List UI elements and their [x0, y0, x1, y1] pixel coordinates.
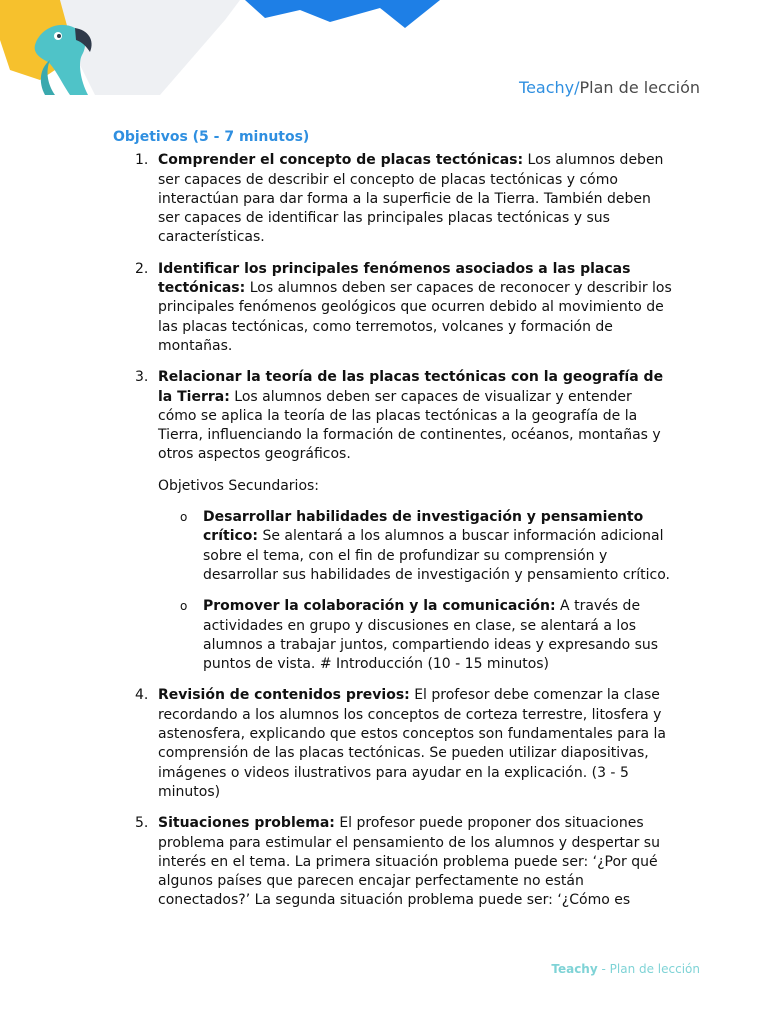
item-number: 2.	[135, 260, 149, 277]
sub-item-title: Desarrollar habilidades de investigación y pensamiento crítico:	[203, 509, 644, 545]
item-number: 3.	[135, 369, 149, 386]
footer-doc: Plan de lección	[609, 962, 700, 976]
objectives-list	[113, 151, 673, 910]
item-text: Los alumnos deben ser capaces de describir el concepto de placas tectónicas y cómo interactúan para dar forma a la superficie de la Tierra. También deben ser capaces de identificar las principales placas tectónicas y sus características.	[158, 152, 664, 246]
item-title: Situaciones problema:	[158, 815, 335, 832]
bullet-icon: o	[180, 599, 188, 614]
document-body	[113, 128, 673, 923]
header-decoration	[0, 0, 460, 100]
sub-list-item	[158, 597, 673, 674]
list-item	[113, 814, 673, 910]
sub-item-title: Promover la colaboración y la comunicación:	[203, 598, 556, 615]
item-text: Los alumnos deben ser capaces de visualizar y entender cómo se aplica la teoría de las placas tectónicas a la geografía de la Tierra, influenciando la formación de continentes, océanos, montañas y otros aspectos geográficos.	[158, 388, 661, 463]
bullet-icon: o	[180, 510, 188, 525]
doc-type: Plan de lección	[579, 78, 700, 97]
list-item	[113, 151, 673, 247]
footer-separator: -	[597, 962, 610, 976]
item-title: Comprender el concepto de placas tectónicas:	[158, 152, 524, 169]
sub-item-text: Se alentará a los alumnos a buscar información adicional sobre el tema, con el fin de profundizar su comprensión y desarrollar sus habilidades de investigación y pensamiento crítico.	[203, 528, 671, 583]
list-item	[113, 368, 673, 674]
list-item	[113, 686, 673, 802]
secondary-title: Objetivos Secundarios:	[158, 477, 320, 494]
item-text: El profesor puede proponer dos situaciones problema para estimular el pensamiento de los alumnos y despertar su interés en el tema. La primera situación problema puede ser: ‘¿Por qué algunos países que parecen encajar perfectamente no están conectados?’ La segunda situación problema puede ser: ‘¿Cómo es	[158, 815, 660, 909]
item-number: 1.	[135, 152, 149, 169]
item-number: 4.	[135, 687, 149, 704]
sub-item-text: A través de actividades en grupo y discusiones en clase, se alentará a los alumnos a trabajar juntos, compartiendo ideas y expresando sus puntos de vista. # Introducción (10 - 15 minutos)	[203, 598, 659, 673]
item-text: Los alumnos deben ser capaces de reconocer y describir los principales fenómenos geológicos que ocurren debido al movimiento de las placas tectónicas, como terremotos, volcanes y formación de montañas.	[158, 280, 672, 354]
item-number: 5.	[135, 815, 149, 832]
item-text: El profesor debe comenzar la clase recordando a los alumnos los conceptos de corteza terrestre, litosfera y astenosfera, explicando que estos conceptos son fundamentales para la comprensión de las placas tectónicas. Se pueden utilizar diapositivas, imágenes o videos ilustrativos para ayudar en la explicación. (3 - 5 minutos)	[158, 687, 666, 800]
doc-header	[519, 78, 700, 97]
sub-list-item	[158, 508, 673, 585]
brand-name: Teachy/	[519, 78, 580, 97]
section-title: Objetivos (5 - 7 minutos)	[113, 129, 310, 145]
page-footer	[551, 962, 700, 976]
item-title: Relacionar la teoría de las placas tectónicas con la geografía de la Tierra:	[158, 369, 664, 405]
item-title: Revisión de contenidos previos:	[158, 687, 410, 704]
secondary-list	[158, 508, 673, 674]
footer-brand: Teachy	[551, 962, 598, 976]
list-item	[113, 260, 673, 356]
blue-shape	[245, 0, 440, 28]
item-title: Identificar los principales fenómenos asociados a las placas tectónicas:	[158, 260, 631, 297]
